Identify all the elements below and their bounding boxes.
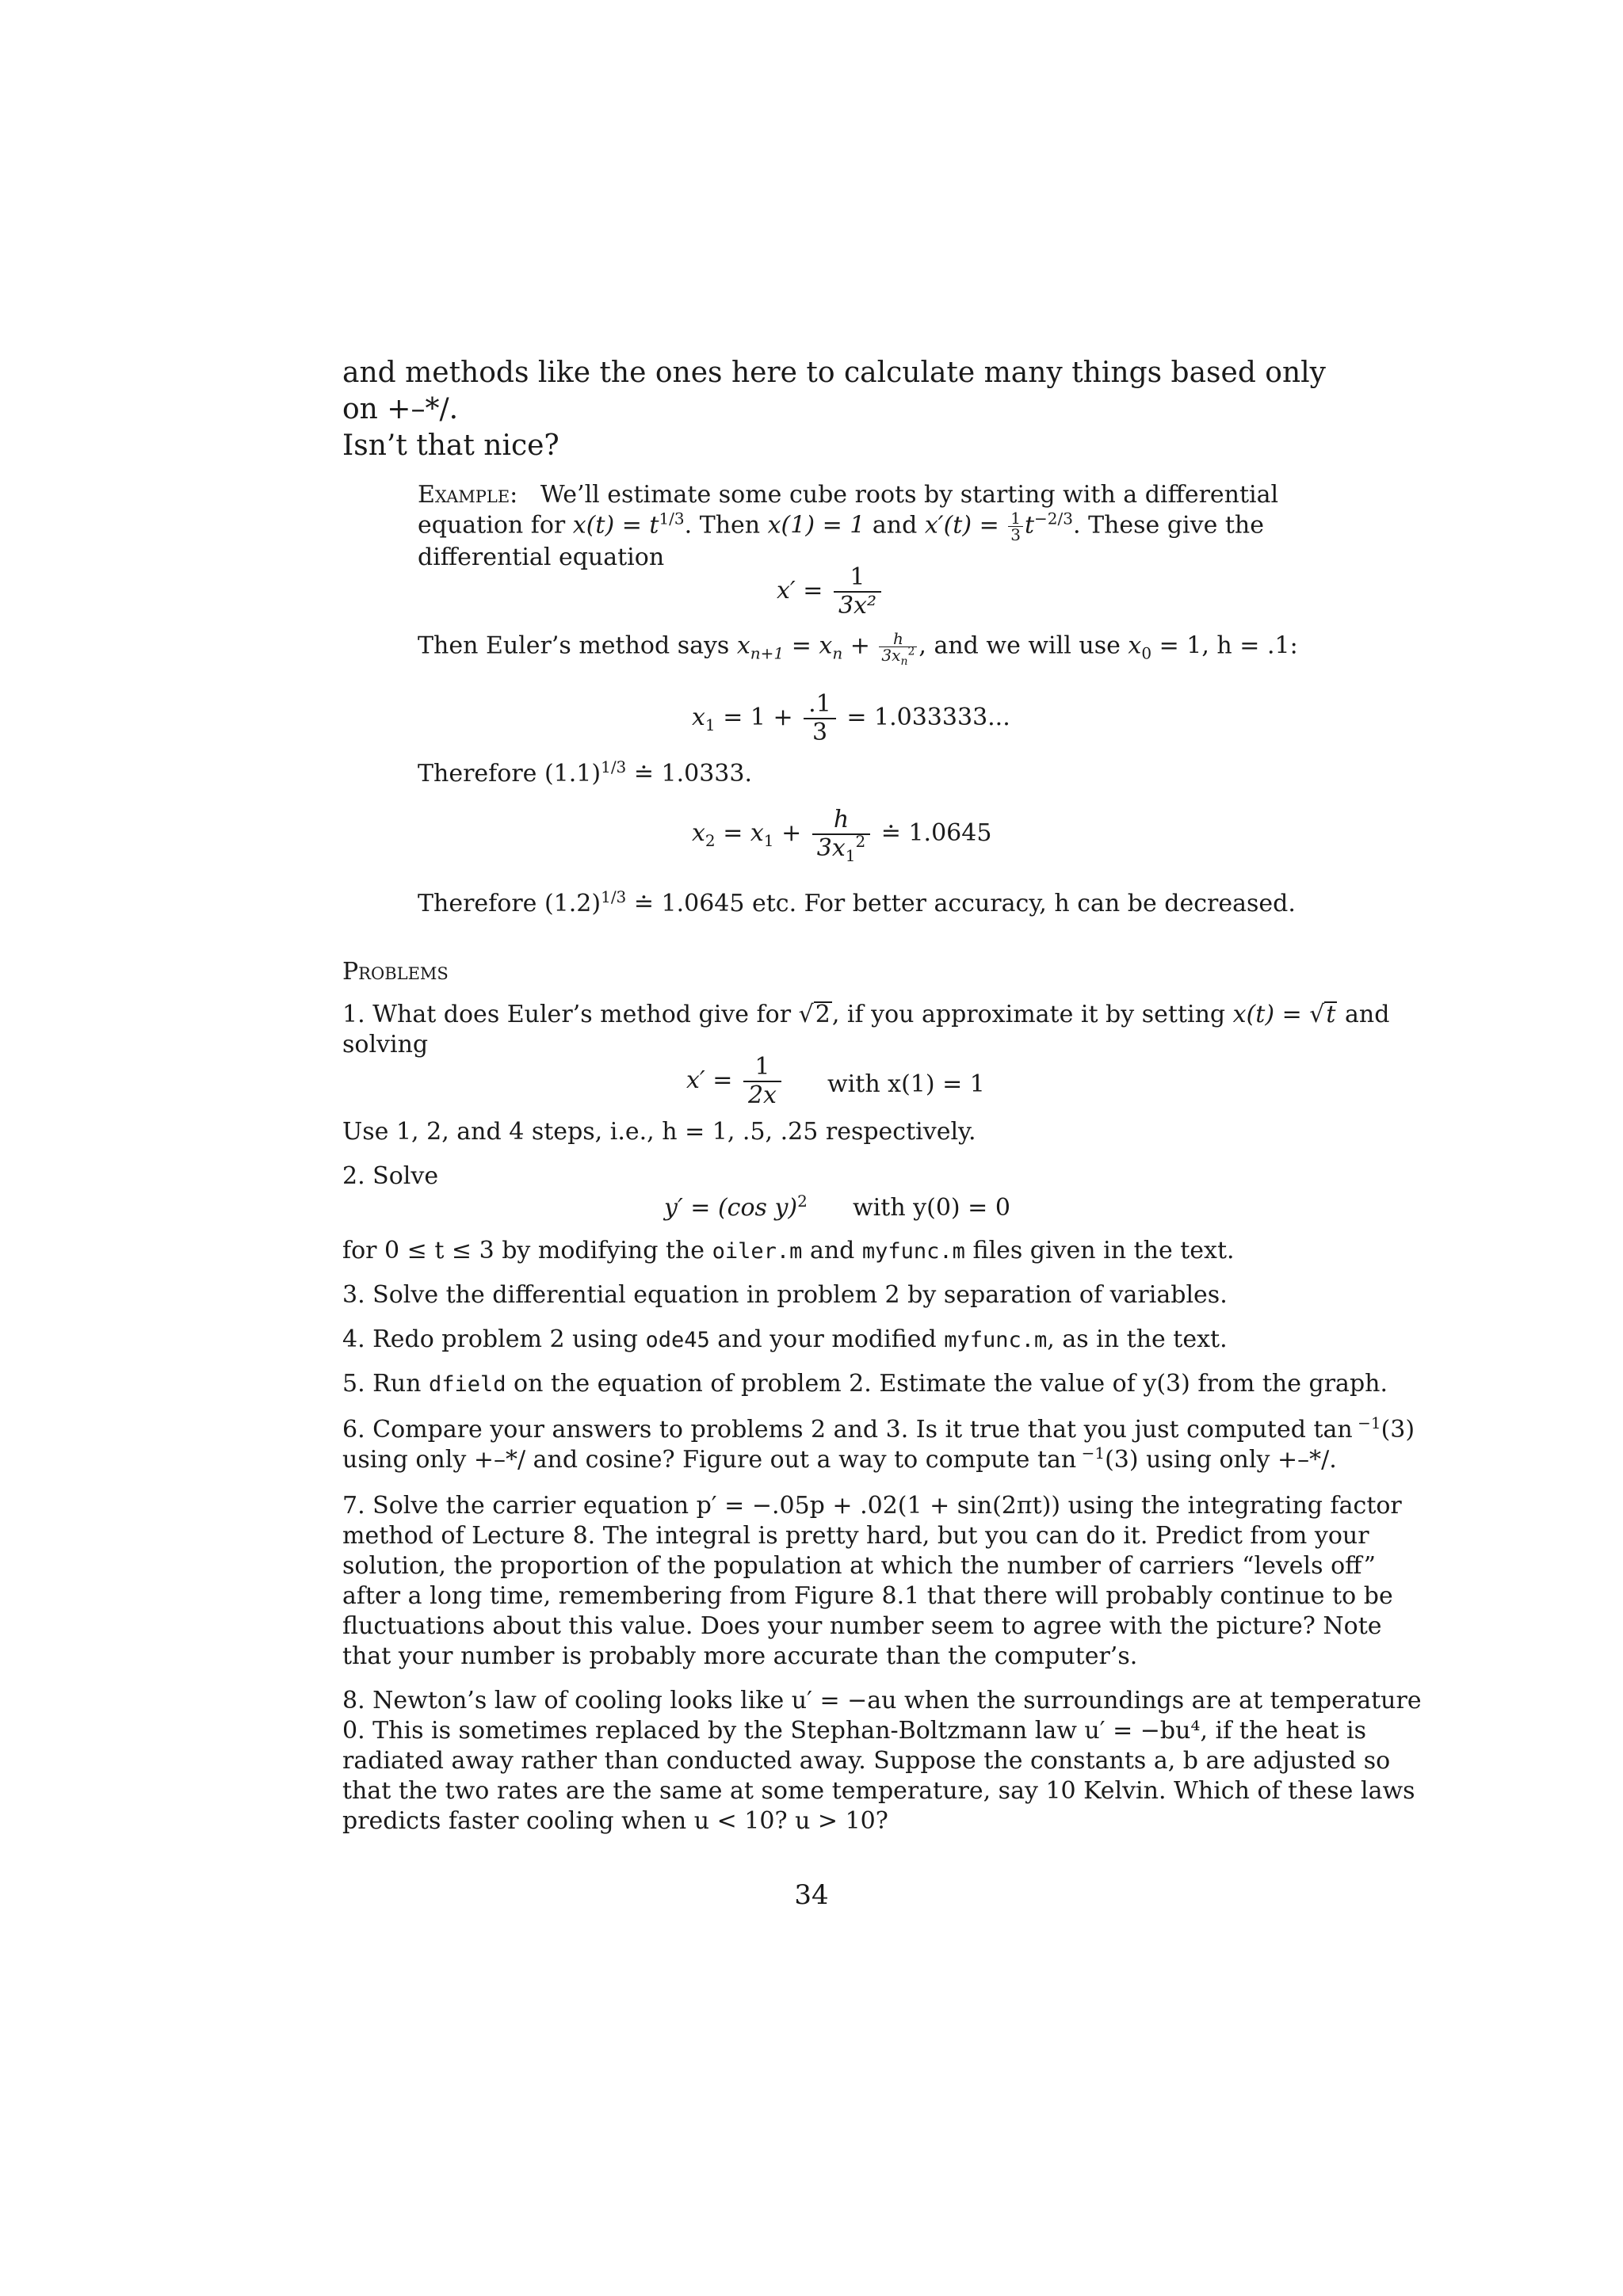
therefore-line-1: Therefore $(1.1)^{1/3}$ ≐ 1.0333.: [418, 757, 752, 788]
problem-2-text: for 0 ≤ t ≤ 3 by modifying the oiler.m and myfunc.m files given in the text.: [342, 1237, 1235, 1264]
therefore-line-2: Therefore $(1.2)^{1/3}$ ≐ 1.0645 etc. For better accuracy, h can be decreased.: [418, 887, 1296, 917]
example-line-2: equation for $x(t) = t^{1/3}$. Then x(1) = 1 and x′(t) = $\frac{1}{3}$ $t^{-2/3}$. These give the: [418, 509, 1265, 544]
problem-7-line: fluctuations about this value. Does your number seem to agree with the picture? Note: [342, 1612, 1382, 1640]
problem-2-condition: with y(0) = 0: [853, 1194, 1010, 1222]
problem-1-line-2: solving: [342, 1031, 429, 1058]
problem-2-label: 2. Solve: [342, 1162, 439, 1190]
problem-7-line: method of Lecture 8. The integral is pretty hard, but you can do it. Predict from your: [342, 1522, 1369, 1550]
example-label: Example:: [418, 481, 518, 509]
problem-8-line: radiated away rather than conducted away. Suppose the constants a, b are adjusted so: [342, 1747, 1391, 1775]
equation-x2: $x_2 = x_1$ + $\frac{h}{3x_1^2}$ ≐ 1.0645: [692, 806, 992, 865]
example-line-1: We’ll estimate some cube roots by starting with a differential: [540, 481, 1279, 509]
problem-7-line: after a long time, remembering from Figure 8.1 that there will probably continue to be: [342, 1582, 1393, 1610]
problems-heading: Problems: [342, 958, 449, 986]
problem-7-line: 7. Solve the carrier equation p′ = −.05p + .02(1 + sin(2πt)) using the integrating factor: [342, 1492, 1402, 1520]
equation-x1: $x_1 = 1$ + $\frac{.1}{3}$ = 1.033333...: [692, 690, 1010, 746]
problem-4: 4. Redo problem 2 using ode45 and your modified myfunc.m, as in the text.: [342, 1325, 1228, 1353]
problem-2-equation: y′ = (cos y)$^2$: [664, 1192, 808, 1222]
problem-7-line: solution, the proportion of the population at which the number of carriers “levels off”: [342, 1552, 1376, 1580]
problem-8-line: predicts faster cooling when u < 10? u > 10?: [342, 1807, 888, 1835]
problem-1-equation: x′ = $\frac{1}{2x}$: [686, 1054, 785, 1109]
problem-7: [342, 1491, 1402, 1672]
example-paragraph: [418, 480, 1279, 573]
problem-3: 3. Solve the differential equation in problem 2 by separation of variables.: [342, 1281, 1228, 1309]
fraction: $\frac{1}{3}$: [1008, 510, 1023, 543]
intro-line-2: Isn’t that nice?: [342, 429, 559, 462]
problem-1-line-1: 1. What does Euler’s method give for √2, if you approximate it by setting x(t) = √t and: [342, 1001, 1390, 1028]
page-number: 34: [794, 1879, 829, 1911]
problem-8-line: 0. This is sometimes replaced by the Stephan-Boltzmann law u′ = −bu⁴, if the heat is: [342, 1717, 1366, 1745]
problem-1-steps: Use 1, 2, and 4 steps, i.e., h = 1, .5, .25 respectively.: [342, 1118, 976, 1146]
problem-1-condition: with x(1) = 1: [827, 1070, 985, 1098]
equation-xprime: x′ = $\frac{1}{\text{3x²}}$: [777, 564, 884, 620]
intro-paragraph: [342, 355, 1341, 464]
problem-8-line: 8. Newton’s law of cooling looks like u′ = −au when the surroundings are at temperature: [342, 1687, 1422, 1714]
problem-6-line-2: using only +–*/ and cosine? Figure out a way to compute tan $^{-1}$(3) using only +–*/.: [342, 1444, 1337, 1474]
euler-method-line: Then Euler’s method says $x_{n+1} = x_n$ + $\frac{h}{3x_n^2}$ , and we will use $x_0 = 1$, h = .1:: [418, 629, 1298, 668]
problem-5: 5. Run dfield on the equation of problem 2. Estimate the value of y(3) from the graph.: [342, 1370, 1388, 1398]
problem-7-line: that your number is probably more accurate than the computer’s.: [342, 1642, 1138, 1670]
intro-line-1: and methods like the ones here to calculate many things based only on +–*/.: [342, 357, 1327, 425]
problem-8-line: that the two rates are the same at some temperature, say 10 Kelvin. Which of these laws: [342, 1777, 1415, 1805]
problem-8: [342, 1686, 1422, 1836]
example-line-3: differential equation: [418, 543, 665, 571]
problem-6-line-1: 6. Compare your answers to problems 2 and 3. Is it true that you just computed tan $^{-1}$(3): [342, 1413, 1415, 1444]
